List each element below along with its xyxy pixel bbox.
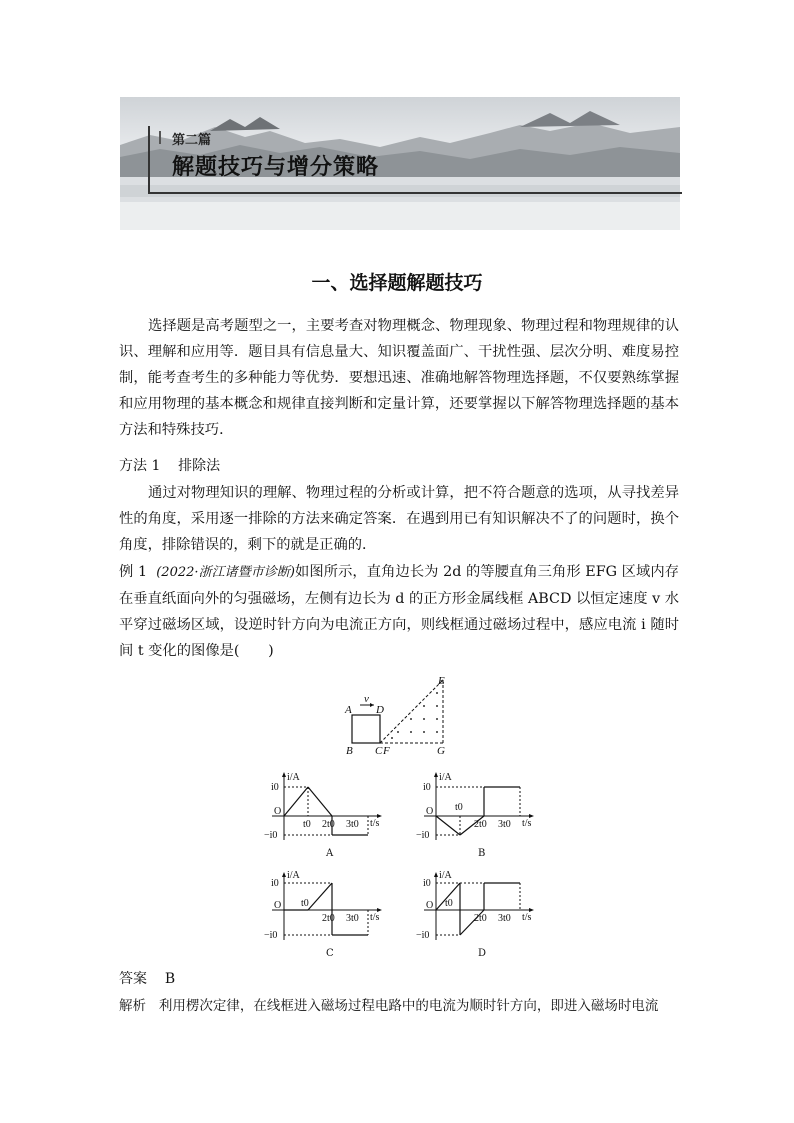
example-source: (2022·浙江诸暨市诊断) xyxy=(156,565,295,580)
graph-option-a xyxy=(258,768,398,860)
graph-a-y-axis-label: i/A xyxy=(287,772,300,783)
graph-b-t0-label: t0 xyxy=(455,802,463,813)
graph-a-neg-i0-label: −i0 xyxy=(264,830,278,841)
explanation-label: 解析 xyxy=(119,998,146,1014)
vertex-b-label: B xyxy=(346,745,353,757)
graph-b-i0-label: i0 xyxy=(423,782,431,793)
graph-c-t0-label: t0 xyxy=(301,898,309,909)
graph-a-origin-label: O xyxy=(274,806,282,817)
example-label: 例 1 xyxy=(119,564,148,580)
graph-d-origin-label: O xyxy=(426,900,434,911)
explanation-line xyxy=(119,993,684,1019)
graph-d-3t0-label: 3t0 xyxy=(498,913,511,924)
part-label: 第二篇 xyxy=(172,133,212,148)
answer-line xyxy=(119,968,175,988)
part-title: 解题技巧与增分策略 xyxy=(172,155,380,180)
vertex-c-label: C xyxy=(375,745,383,757)
graph-c-y-axis-label: i/A xyxy=(287,870,300,881)
graph-b-neg-i0-label: −i0 xyxy=(416,830,430,841)
graph-d-t0-label: t0 xyxy=(445,898,453,909)
graph-d-caption: D xyxy=(478,948,487,959)
graph-d-neg-i0-label: −i0 xyxy=(416,930,430,941)
vertex-d-label: D xyxy=(376,704,384,716)
graph-a-3t0-label: 3t0 xyxy=(346,819,359,830)
example-text: 如图所示，直角边长为 2d 的等腰直角三角形 EFG 区域内存在垂直纸面向外的匀强磁场，左侧有边长为 d 的正方形金属线框 ABCD 以恒定速度 v 水平穿过磁场区域，设逆时针方向为电流正方向，则线框通过磁场过程中，感应电流 i 随时间 t 变化的图像是( ) xyxy=(119,564,680,659)
graph-c-2t0-label: 2t0 xyxy=(322,913,335,924)
graph-option-c xyxy=(258,868,398,960)
vertex-g-label: G xyxy=(437,745,445,757)
graph-c-i0-label: i0 xyxy=(271,878,279,889)
graph-b-y-axis-label: i/A xyxy=(439,772,452,783)
graph-a-t0-label: t0 xyxy=(303,819,311,830)
vertex-e-label: E xyxy=(438,675,445,687)
graph-a-2t0-label: 2t0 xyxy=(322,819,335,830)
example-block xyxy=(119,559,679,664)
graph-a-x-axis-label: t/s xyxy=(370,818,380,829)
method-heading xyxy=(119,455,220,475)
graph-c-3t0-label: 3t0 xyxy=(346,913,359,924)
method-name: 排除法 xyxy=(178,458,221,474)
graph-d-2t0-label: 2t0 xyxy=(474,913,487,924)
banner-divider xyxy=(159,131,161,144)
answer-value: B xyxy=(164,971,176,987)
graph-c-origin-label: O xyxy=(274,900,282,911)
setup-figure xyxy=(340,673,460,759)
velocity-label: v xyxy=(364,693,369,705)
graph-b-origin-label: O xyxy=(426,806,434,817)
graph-c-neg-i0-label: −i0 xyxy=(264,930,278,941)
graph-b-caption: B xyxy=(478,848,486,859)
graph-d-y-axis-label: i/A xyxy=(439,870,452,881)
graph-b-x-axis-label: t/s xyxy=(522,818,532,829)
graph-a-caption: A xyxy=(326,848,334,859)
graph-a-i0-label: i0 xyxy=(271,782,279,793)
vertex-a-label: A xyxy=(345,704,352,716)
graph-d-x-axis-label: t/s xyxy=(522,912,532,923)
graph-option-d xyxy=(410,868,550,960)
method-label: 方法 1 xyxy=(119,458,161,474)
graph-c-x-axis-label: t/s xyxy=(370,912,380,923)
graph-d-i0-label: i0 xyxy=(423,878,431,889)
graph-b-2t0-label: 2t0 xyxy=(474,819,487,830)
graph-b-3t0-label: 3t0 xyxy=(498,819,511,830)
intro-paragraph: 选择题是高考题型之一，主要考查对物理概念、物理现象、物理过程和物理规律的认识、理解和应用等．题目具有信息量大、知识覆盖面广、干扰性强、层次分明、难度易控制，能考查考生的多种能力等优势．要想迅速、准确地解答物理选择题，不仅要熟练掌握和应用物理的基本概念和规律直接判断和定量计算，还要掌握以下解答物理选择题的基本方法和特殊技巧． xyxy=(119,318,679,438)
explanation-text: 利用楞次定律，在线框进入磁场过程电路中的电流为顺时针方向，即进入磁场时电流 xyxy=(158,998,659,1014)
graph-option-b xyxy=(410,768,550,860)
method-description: 通过对物理知识的理解、物理过程的分析或计算，把不符合题意的选项，从寻找差异性的角度，采用逐一排除的方法来确定答案．在遇到用已有知识解决不了的问题时，换个角度，排除错误的，剩下的就是正确的． xyxy=(119,485,679,553)
section-title: 一、选择题解题技巧 xyxy=(311,272,483,294)
answer-label: 答案 xyxy=(119,971,147,987)
vertex-f-label: F xyxy=(383,745,390,757)
graph-c-caption: C xyxy=(326,948,334,959)
